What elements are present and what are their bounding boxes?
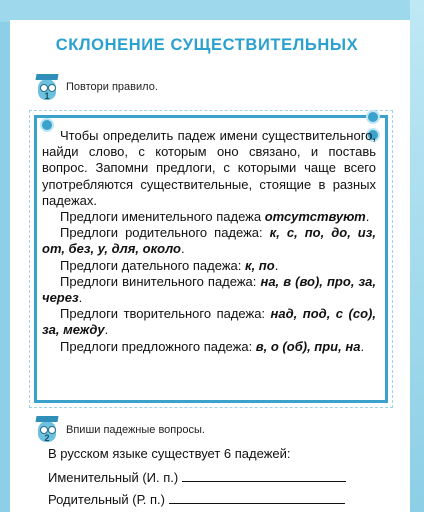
right-decor-edge — [410, 0, 424, 512]
rule-item-nominative: Предлоги именительного падежа отсутствуют. — [60, 209, 370, 225]
task-1-label: Повтори правило. — [66, 81, 158, 93]
pin-icon — [366, 110, 380, 124]
owl-task-icon-2: 2 — [36, 416, 58, 442]
page-title: СКЛОНЕНИЕ СУЩЕСТВИТЕЛЬНЫХ — [55, 36, 359, 54]
exercise-intro: В русском языке существует 6 падежей: — [48, 446, 291, 461]
rule-item-instrumental: Предлоги творительного падежа: над, под, с (со), за, между. — [42, 306, 376, 338]
rule-item-genitive: Предлоги родительного падежа: к, с, по, до, из, от, без, у, для, около. — [42, 225, 376, 257]
exercise-line-genitive: Родительный (Р. п.) — [48, 490, 345, 507]
exercise-line-nominative: Именительный (И. п.) — [48, 468, 346, 485]
task-2-label: Впиши падежные вопросы. — [66, 424, 205, 436]
answer-blank[interactable] — [182, 468, 346, 482]
rule-text — [42, 128, 376, 355]
rule-item-dative: Предлоги дательного падежа: к, по. — [60, 257, 279, 273]
rule-item-accusative: Предлоги винительного падежа: на, в (во), про, за, через. — [42, 273, 376, 306]
owl-task-icon-1: 1 — [36, 74, 58, 100]
top-decor-strip — [0, 0, 424, 22]
answer-blank[interactable] — [169, 490, 345, 504]
rule-intro: Чтобы определить падеж имени существительного, найди слово, с которым оно связано, и поставь вопрос. Запомни предлоги, с которыми чаще всего употребляются существительные, стоящие в разных падежах. — [42, 128, 376, 208]
rule-item-prepositional: Предлоги предложного падежа: в, о (об), при, на. — [60, 338, 365, 354]
